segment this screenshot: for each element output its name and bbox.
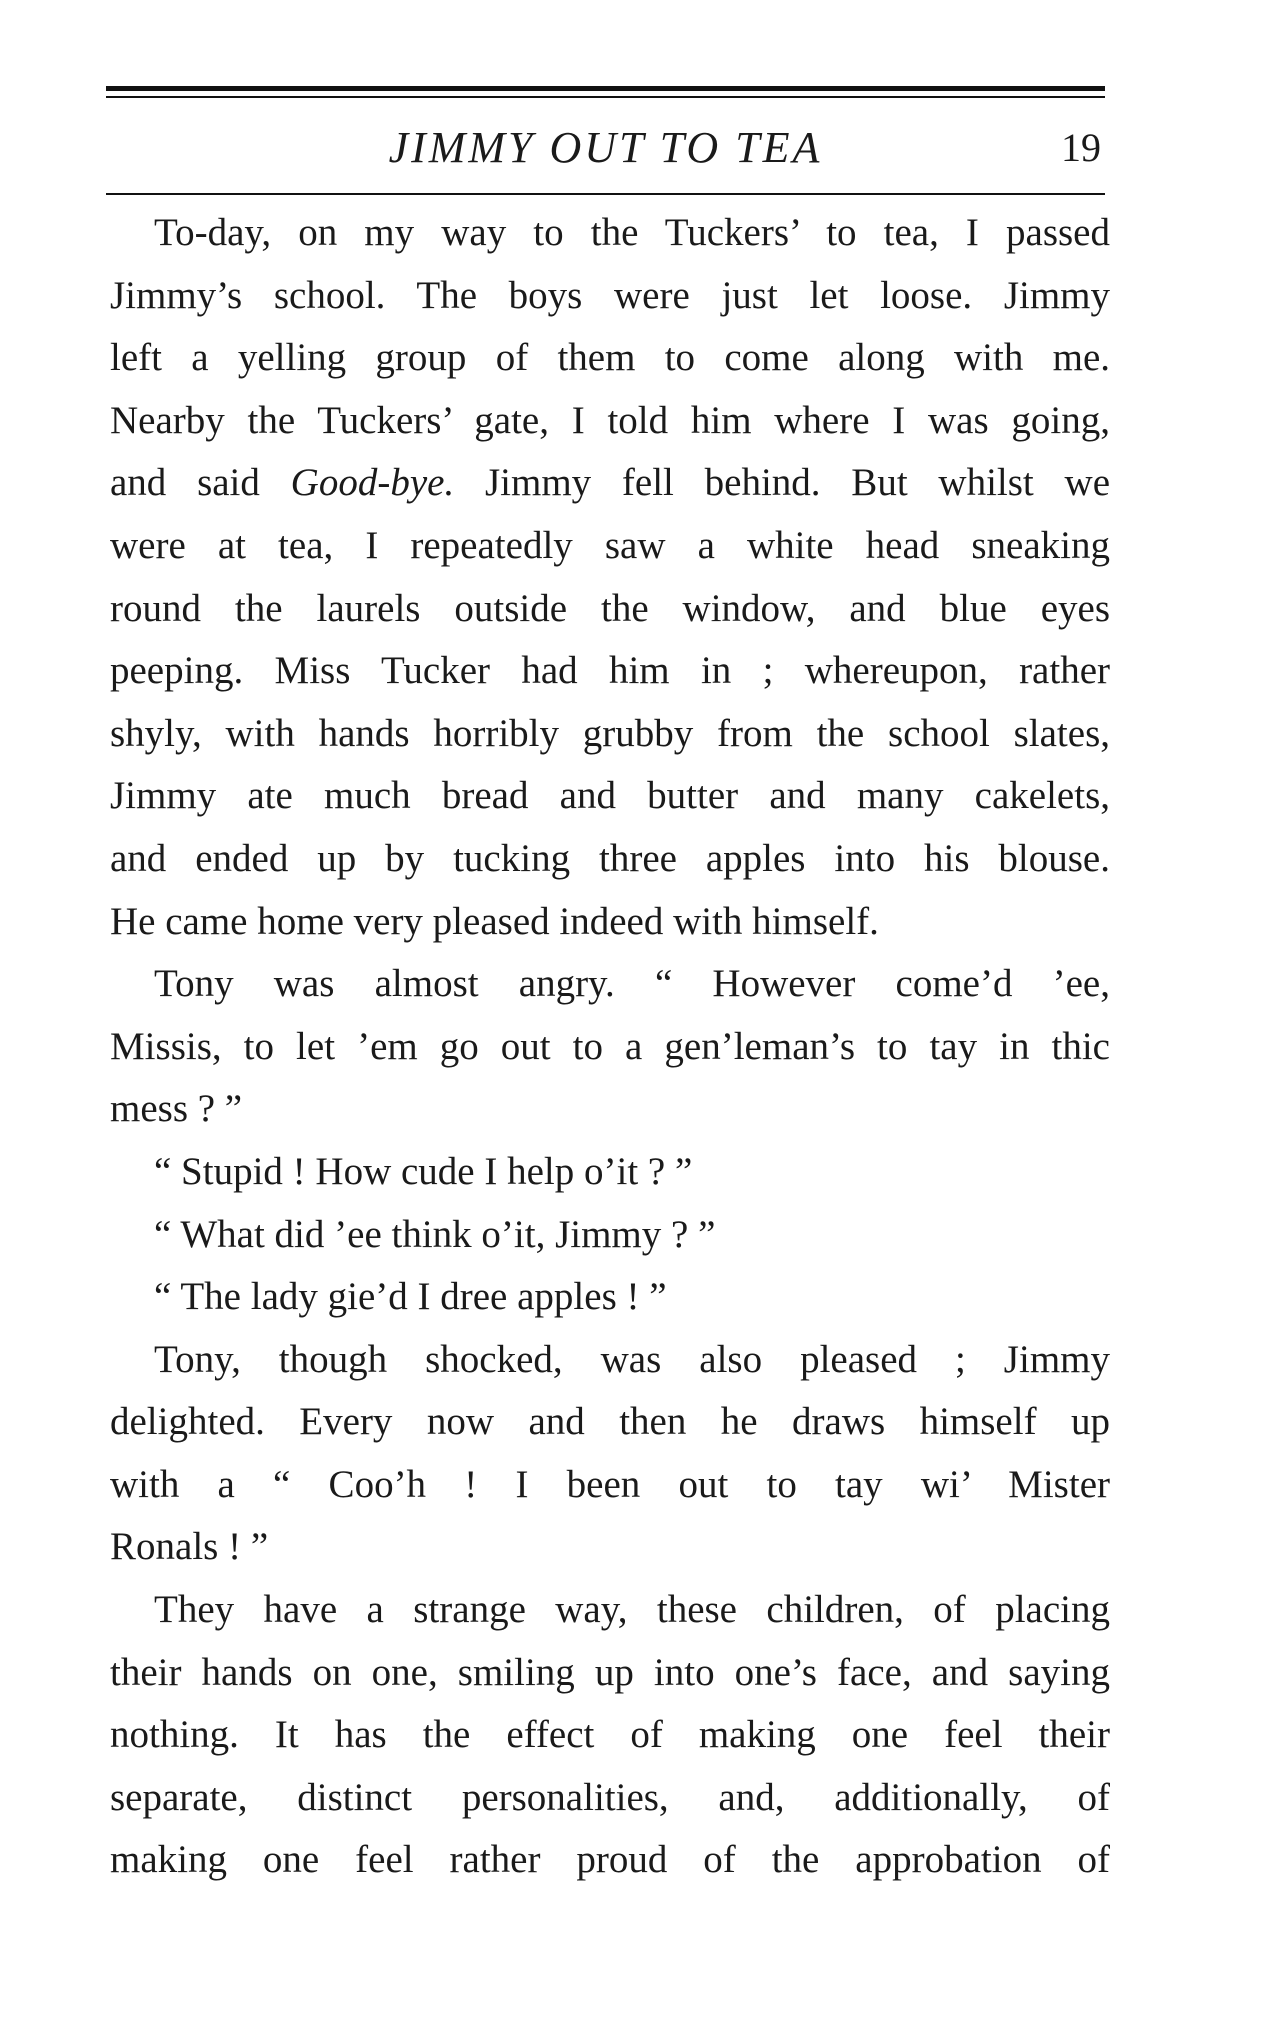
text-line: He came home very pleased indeed with himself. bbox=[110, 899, 879, 943]
text-line: peeping. Miss Tucker had him in ; whereupon, rather bbox=[110, 649, 1110, 693]
text-line: delighted. Every now and then he draws himself up bbox=[110, 1400, 1110, 1444]
text-line: “ The lady gie’d I dree apples ! ” bbox=[154, 1275, 667, 1319]
page-number: 19 bbox=[1061, 125, 1101, 170]
text-line: They have a strange way, these children, of placing bbox=[154, 1588, 1110, 1632]
italic-word: Good-bye. bbox=[290, 461, 455, 505]
text-line: Missis, to let ’em go out to a gen’leman’s to tay in thic bbox=[110, 1024, 1110, 1068]
text-line: “ What did ’ee think o’it, Jimmy ? ” bbox=[154, 1212, 716, 1256]
text-line: Ronals ! ” bbox=[110, 1525, 269, 1569]
header-rule-thin bbox=[106, 96, 1105, 98]
text-line: making one feel rather proud of the approbation of bbox=[110, 1838, 1110, 1882]
text-line: their hands on one, smiling up into one’s face, and saying bbox=[110, 1650, 1110, 1694]
text-line bbox=[110, 452, 1110, 515]
text-fragment: and said bbox=[110, 461, 260, 505]
text-line: with a “ Coo’h ! I been out to tay wi’ Mister bbox=[110, 1462, 1110, 1506]
running-title: JIMMY OUT TO TEA bbox=[388, 123, 823, 172]
text-line: were at tea, I repeatedly saw a white head sneaking bbox=[110, 523, 1110, 567]
text-line: To-day, on my way to the Tuckers’ to tea, I passed bbox=[154, 211, 1110, 254]
text-line: nothing. It has the effect of making one feel their bbox=[110, 1713, 1110, 1757]
body-text bbox=[110, 202, 1110, 1892]
header-rule-thick bbox=[106, 86, 1105, 91]
text-line: Jimmy ate much bread and butter and many cakelets, bbox=[110, 774, 1110, 818]
text-line: left a yelling group of them to come along with me. bbox=[110, 336, 1110, 380]
text-fragment: Jimmy fell behind. But whilst we bbox=[484, 461, 1111, 505]
text-line: Tony, though shocked, was also pleased ; Jimmy bbox=[154, 1337, 1110, 1381]
running-header bbox=[106, 118, 1105, 178]
text-line: shyly, with hands horribly grubby from the school slates, bbox=[110, 711, 1110, 755]
text-line: “ Stupid ! How cude I help o’it ? ” bbox=[154, 1149, 693, 1193]
text-line: Jimmy’s school. The boys were just let loose. Jimmy bbox=[110, 273, 1110, 317]
header-rule-bottom bbox=[106, 193, 1105, 195]
text-line: Tony was almost angry. “ However come’d ’ee, bbox=[154, 962, 1110, 1006]
text-line: and ended up by tucking three apples into his blouse. bbox=[110, 836, 1110, 880]
text-line: separate, distinct personalities, and, additionally, of bbox=[110, 1775, 1110, 1819]
text-line: round the laurels outside the window, and blue eyes bbox=[110, 586, 1110, 630]
text-line: mess ? ” bbox=[110, 1087, 243, 1131]
text-line: Nearby the Tuckers’ gate, I told him where I was going, bbox=[110, 398, 1110, 442]
